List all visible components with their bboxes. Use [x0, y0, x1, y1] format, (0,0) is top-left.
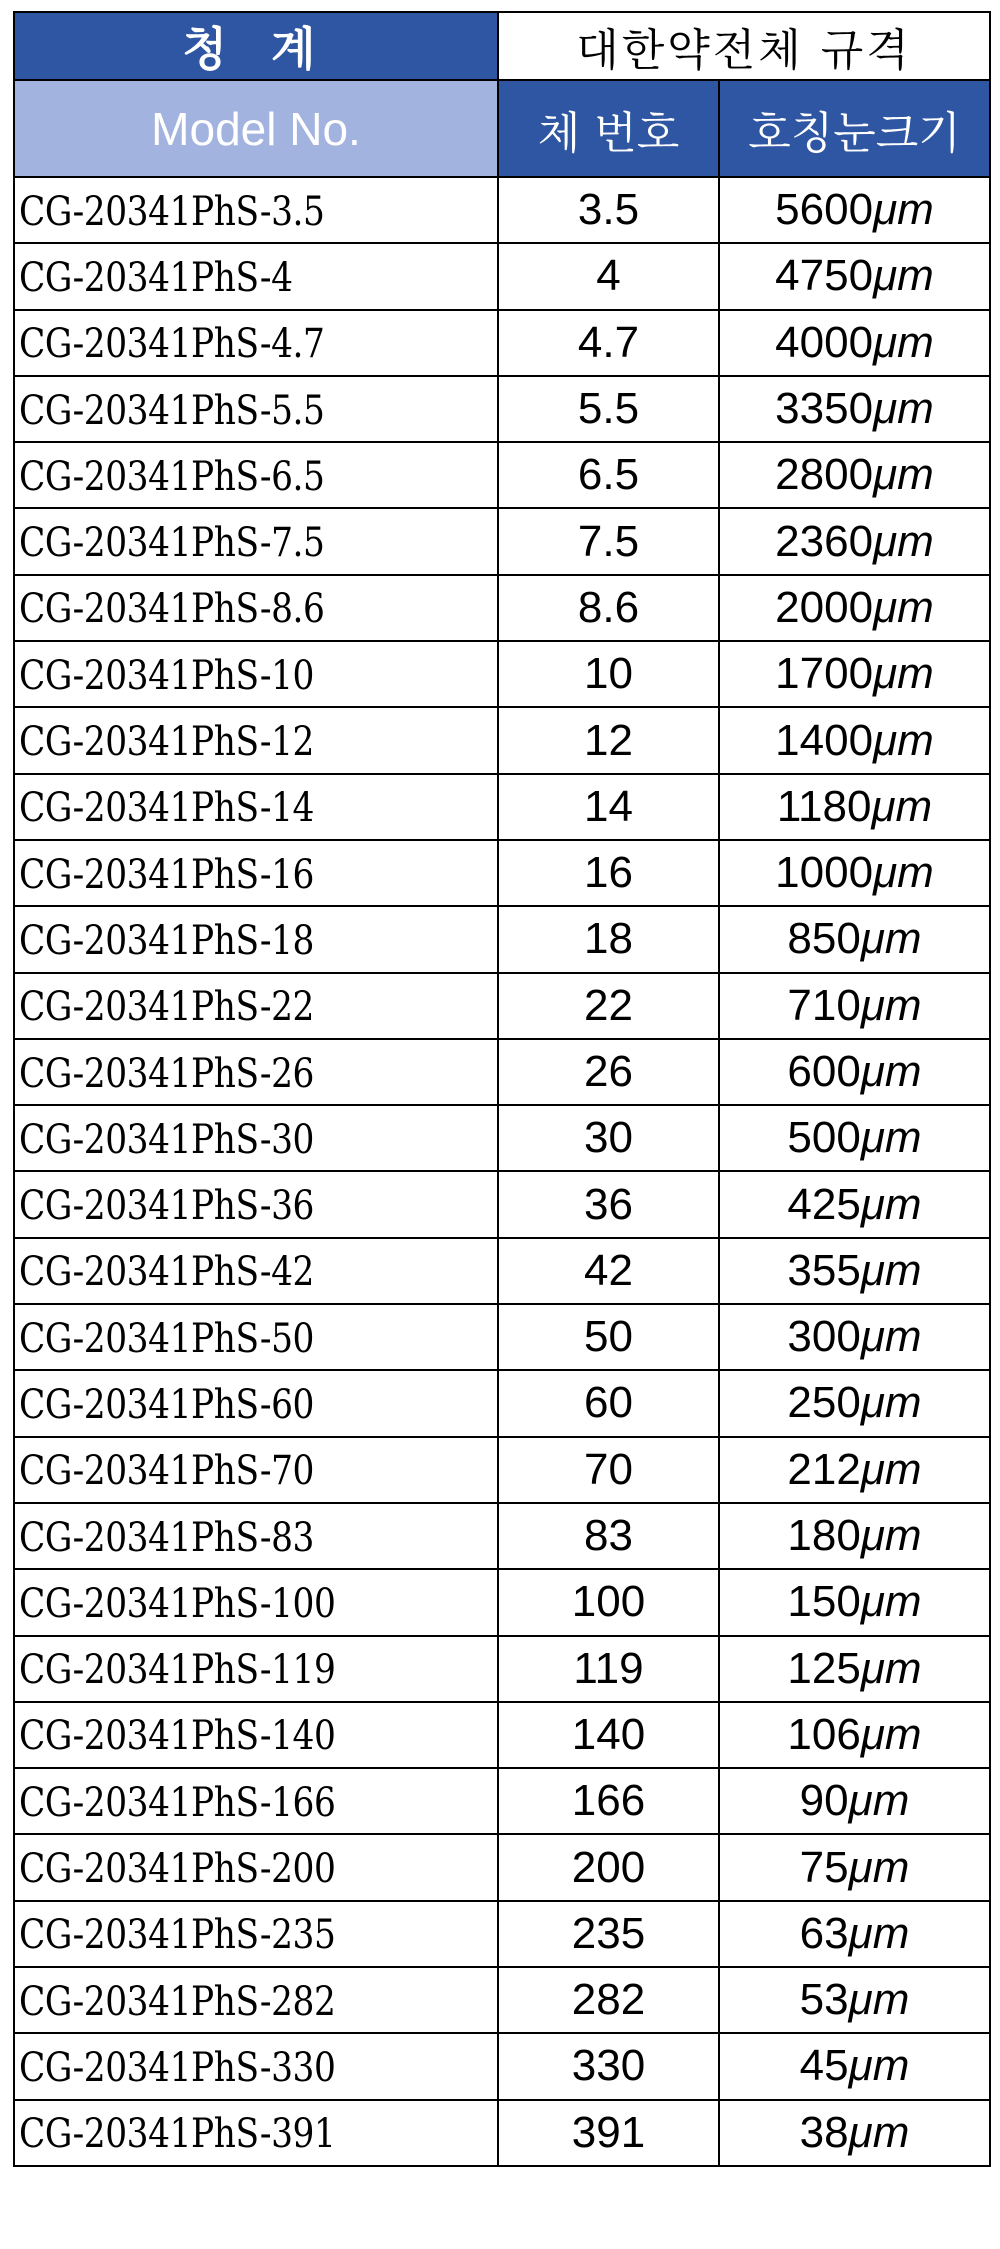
sieve-number-cell: 60 — [498, 1370, 719, 1436]
nominal-size-value: 600 — [787, 1047, 861, 1096]
model-number-text: CG-20341PhS-50 — [19, 1315, 315, 1362]
nominal-size-value: 45 — [799, 2041, 849, 2091]
nominal-size-value: 38 — [799, 2107, 849, 2157]
model-number-text: CG-20341PhS-4.7 — [19, 321, 325, 368]
model-number-text: CG-20341PhS-4 — [19, 254, 293, 301]
sieve-number-cell: 30 — [498, 1105, 719, 1171]
model-number-cell — [14, 906, 498, 972]
table-row — [14, 1702, 990, 1768]
sieve-number-cell: 140 — [498, 1702, 719, 1768]
sieve-number-cell: 42 — [498, 1238, 719, 1304]
table-row — [14, 973, 990, 1039]
nominal-size-cell — [719, 376, 990, 442]
sieve-number-cell: 18 — [498, 906, 719, 972]
sieve-number-cell: 6.5 — [498, 442, 719, 508]
sieve-number-cell: 50 — [498, 1304, 719, 1370]
nominal-size-value: 4000 — [775, 317, 874, 367]
nominal-size-cell — [719, 442, 990, 508]
model-number-cell — [14, 575, 498, 641]
header-row-top — [14, 12, 990, 80]
model-number-cell — [14, 707, 498, 773]
unit-label: μm — [860, 1709, 922, 1759]
model-number-text: CG-20341PhS-100 — [19, 1580, 336, 1627]
table-row — [14, 1503, 990, 1569]
model-number-cell — [14, 508, 498, 574]
model-number-text: CG-20341PhS-330 — [19, 2044, 336, 2091]
model-number-cell — [14, 1569, 498, 1635]
unit-label: μm — [860, 1047, 922, 1096]
nominal-size-value: 150 — [787, 1577, 861, 1627]
table-row — [14, 376, 990, 442]
model-number-text: CG-20341PhS-235 — [19, 1912, 336, 1959]
model-number-text: CG-20341PhS-5.5 — [19, 387, 325, 434]
nominal-size-value: 2000 — [775, 582, 874, 632]
nominal-size-cell — [719, 1437, 990, 1503]
sieve-number-cell: 235 — [498, 1901, 719, 1967]
model-number-text: CG-20341PhS-10 — [19, 652, 315, 699]
nominal-size-header: 호칭눈크기 — [719, 80, 990, 177]
sieve-number-cell: 166 — [498, 1768, 719, 1834]
nominal-size-cell — [719, 1702, 990, 1768]
sieve-number-cell: 8.6 — [498, 575, 719, 641]
model-number-cell — [14, 973, 498, 1039]
model-number-cell — [14, 442, 498, 508]
model-number-cell — [14, 243, 498, 309]
unit-label: μm — [860, 1179, 922, 1229]
nominal-size-value: 212 — [787, 1444, 861, 1494]
table-row — [14, 906, 990, 972]
table-row — [14, 707, 990, 773]
table-row — [14, 1834, 990, 1900]
model-number-text: CG-20341PhS-36 — [19, 1183, 315, 1230]
nominal-size-cell — [719, 1039, 990, 1105]
model-number-text: CG-20341PhS-16 — [19, 851, 315, 898]
unit-label: μm — [873, 185, 934, 235]
sieve-number-cell: 12 — [498, 707, 719, 773]
unit-label: μm — [860, 1577, 922, 1627]
model-number-text: CG-20341PhS-22 — [19, 984, 315, 1031]
nominal-size-value: 5600 — [775, 185, 874, 235]
nominal-size-value: 2360 — [775, 516, 874, 566]
unit-label: μm — [860, 1245, 922, 1295]
table-row — [14, 1370, 990, 1436]
nominal-size-value: 1700 — [775, 649, 874, 699]
table-row — [14, 1304, 990, 1370]
sieve-number-cell: 100 — [498, 1569, 719, 1635]
sieve-number-cell: 14 — [498, 774, 719, 840]
model-number-cell — [14, 1437, 498, 1503]
unit-label: μm — [860, 914, 922, 964]
nominal-size-value: 1400 — [775, 715, 874, 765]
nominal-size-cell — [719, 1768, 990, 1834]
unit-label: μm — [860, 1643, 922, 1693]
model-number-text: CG-20341PhS-6.5 — [19, 453, 325, 500]
table-row — [14, 575, 990, 641]
nominal-size-value: 1000 — [775, 848, 874, 898]
sieve-number-cell: 282 — [498, 1967, 719, 2033]
model-number-cell — [14, 840, 498, 906]
model-number-text: CG-20341PhS-26 — [19, 1050, 315, 1097]
model-number-cell — [14, 1370, 498, 1436]
table-row — [14, 1105, 990, 1171]
table-row — [14, 1437, 990, 1503]
nominal-size-cell — [719, 1304, 990, 1370]
nominal-size-cell — [719, 1238, 990, 1304]
sieve-number-cell: 330 — [498, 2033, 719, 2099]
table-row — [14, 177, 990, 243]
model-number-cell — [14, 2033, 498, 2099]
nominal-size-value: 425 — [787, 1179, 861, 1229]
model-number-text: CG-20341PhS-200 — [19, 1846, 336, 1893]
unit-label: μm — [873, 450, 934, 500]
nominal-size-value: 1180 — [776, 781, 872, 831]
nominal-size-cell — [719, 508, 990, 574]
unit-label: μm — [873, 582, 934, 632]
sieve-number-cell: 5.5 — [498, 376, 719, 442]
unit-label: μm — [873, 848, 934, 898]
nominal-size-value: 90 — [799, 1776, 849, 1826]
nominal-size-cell — [719, 2100, 990, 2166]
nominal-size-value: 500 — [787, 1113, 861, 1163]
nominal-size-cell — [719, 575, 990, 641]
table-row — [14, 310, 990, 376]
sieve-number-cell: 83 — [498, 1503, 719, 1569]
unit-label: μm — [873, 649, 934, 699]
model-number-cell — [14, 177, 498, 243]
table-row — [14, 1039, 990, 1105]
nominal-size-value: 300 — [787, 1312, 861, 1362]
model-number-cell — [14, 1901, 498, 1967]
nominal-size-value: 250 — [787, 1378, 861, 1428]
sieve-number-header: 체 번호 — [498, 80, 719, 177]
nominal-size-cell — [719, 1503, 990, 1569]
unit-label: μm — [848, 1842, 910, 1892]
nominal-size-cell — [719, 707, 990, 773]
sieve-number-cell: 22 — [498, 973, 719, 1039]
sieve-spec-table — [13, 11, 991, 2167]
model-number-cell — [14, 1636, 498, 1702]
table-row — [14, 641, 990, 707]
unit-label: μm — [848, 2041, 910, 2091]
nominal-size-cell — [719, 1967, 990, 2033]
table-row — [14, 1768, 990, 1834]
table-row — [14, 1636, 990, 1702]
model-number-cell — [14, 1834, 498, 1900]
unit-label: μm — [860, 1113, 922, 1163]
sieve-number-cell: 119 — [498, 1636, 719, 1702]
sieve-number-cell: 4 — [498, 243, 719, 309]
table-row — [14, 1238, 990, 1304]
nominal-size-cell — [719, 243, 990, 309]
table-row — [14, 2100, 990, 2166]
model-number-text: CG-20341PhS-14 — [19, 785, 315, 832]
nominal-size-cell — [719, 310, 990, 376]
sieve-number-cell: 3.5 — [498, 177, 719, 243]
header-row-sub — [14, 80, 990, 177]
nominal-size-cell — [719, 1171, 990, 1237]
unit-label: μm — [848, 2107, 910, 2157]
model-number-cell — [14, 1039, 498, 1105]
model-number-cell — [14, 1105, 498, 1171]
nominal-size-cell — [719, 774, 990, 840]
unit-label: μm — [848, 1776, 910, 1826]
model-number-text: CG-20341PhS-70 — [19, 1448, 315, 1495]
model-number-text: CG-20341PhS-18 — [19, 917, 315, 964]
sieve-number-cell: 70 — [498, 1437, 719, 1503]
nominal-size-cell — [719, 906, 990, 972]
sieve-number-cell: 4.7 — [498, 310, 719, 376]
model-number-text: CG-20341PhS-282 — [19, 1978, 336, 2025]
model-number-text: CG-20341PhS-42 — [19, 1249, 315, 1296]
model-number-cell — [14, 1503, 498, 1569]
unit-label: μm — [871, 781, 933, 831]
sieve-number-cell: 36 — [498, 1171, 719, 1237]
nominal-size-value: 53 — [799, 1975, 849, 2025]
nominal-size-cell — [719, 1105, 990, 1171]
model-number-text: CG-20341PhS-140 — [19, 1713, 336, 1760]
nominal-size-cell — [719, 1370, 990, 1436]
model-number-text: CG-20341PhS-3.5 — [19, 188, 325, 235]
model-number-cell — [14, 1304, 498, 1370]
unit-label: μm — [873, 516, 934, 566]
table-row — [14, 1901, 990, 1967]
sieve-number-cell: 7.5 — [498, 508, 719, 574]
unit-label: μm — [848, 1975, 910, 2025]
unit-label: μm — [873, 317, 934, 367]
unit-label: μm — [860, 1444, 922, 1494]
model-number-cell — [14, 310, 498, 376]
table-row — [14, 1171, 990, 1237]
unit-label: μm — [848, 1908, 910, 1958]
model-number-text: CG-20341PhS-12 — [19, 719, 315, 766]
model-number-cell — [14, 641, 498, 707]
unit-label: μm — [860, 1511, 922, 1561]
model-no-header: Model No. — [14, 80, 498, 177]
model-number-text: CG-20341PhS-119 — [19, 1647, 336, 1694]
nominal-size-cell — [719, 1901, 990, 1967]
unit-label: μm — [873, 715, 934, 765]
nominal-size-cell — [719, 1636, 990, 1702]
table-row — [14, 840, 990, 906]
model-number-text: CG-20341PhS-7.5 — [19, 520, 325, 567]
nominal-size-cell — [719, 840, 990, 906]
spec-cell: 대한약전체 규격 — [498, 12, 990, 80]
unit-label: μm — [860, 1378, 922, 1428]
sieve-number-cell: 200 — [498, 1834, 719, 1900]
nominal-size-value: 4750 — [775, 251, 874, 301]
table-row — [14, 1967, 990, 2033]
model-number-text: CG-20341PhS-60 — [19, 1381, 315, 1428]
unit-label: μm — [873, 251, 934, 301]
table-row — [14, 2033, 990, 2099]
sieve-number-cell: 391 — [498, 2100, 719, 2166]
nominal-size-value: 125 — [787, 1643, 861, 1693]
table-row — [14, 442, 990, 508]
table-row — [14, 774, 990, 840]
model-number-text: CG-20341PhS-391 — [19, 2111, 336, 2158]
sieve-number-cell: 16 — [498, 840, 719, 906]
nominal-size-value: 850 — [787, 914, 861, 964]
table-row — [14, 1569, 990, 1635]
table-row — [14, 243, 990, 309]
nominal-size-value: 75 — [799, 1842, 849, 1892]
unit-label: μm — [860, 1312, 922, 1362]
unit-label: μm — [860, 980, 922, 1030]
model-number-cell — [14, 1702, 498, 1768]
nominal-size-value: 63 — [799, 1908, 849, 1958]
nominal-size-cell — [719, 973, 990, 1039]
model-number-cell — [14, 774, 498, 840]
model-number-cell — [14, 376, 498, 442]
nominal-size-cell — [719, 1569, 990, 1635]
nominal-size-value: 355 — [787, 1245, 861, 1295]
nominal-size-value: 106 — [787, 1709, 861, 1759]
model-number-cell — [14, 1768, 498, 1834]
nominal-size-cell — [719, 2033, 990, 2099]
title-cell: 청 계 — [14, 12, 498, 80]
model-number-text: CG-20341PhS-8.6 — [19, 586, 325, 633]
model-number-cell — [14, 1171, 498, 1237]
sieve-number-cell: 26 — [498, 1039, 719, 1105]
nominal-size-value: 180 — [787, 1511, 861, 1561]
model-number-text: CG-20341PhS-166 — [19, 1779, 336, 1826]
table-row — [14, 508, 990, 574]
model-number-text: CG-20341PhS-30 — [19, 1116, 315, 1163]
nominal-size-cell — [719, 641, 990, 707]
model-number-text: CG-20341PhS-83 — [19, 1514, 315, 1561]
nominal-size-cell — [719, 177, 990, 243]
model-number-cell — [14, 1967, 498, 2033]
nominal-size-value: 710 — [787, 980, 861, 1030]
nominal-size-value: 3350 — [775, 384, 874, 434]
sieve-number-cell: 10 — [498, 641, 719, 707]
model-number-cell — [14, 1238, 498, 1304]
nominal-size-cell — [719, 1834, 990, 1900]
nominal-size-value: 2800 — [775, 450, 874, 500]
model-number-cell — [14, 2100, 498, 2166]
unit-label: μm — [873, 384, 934, 434]
